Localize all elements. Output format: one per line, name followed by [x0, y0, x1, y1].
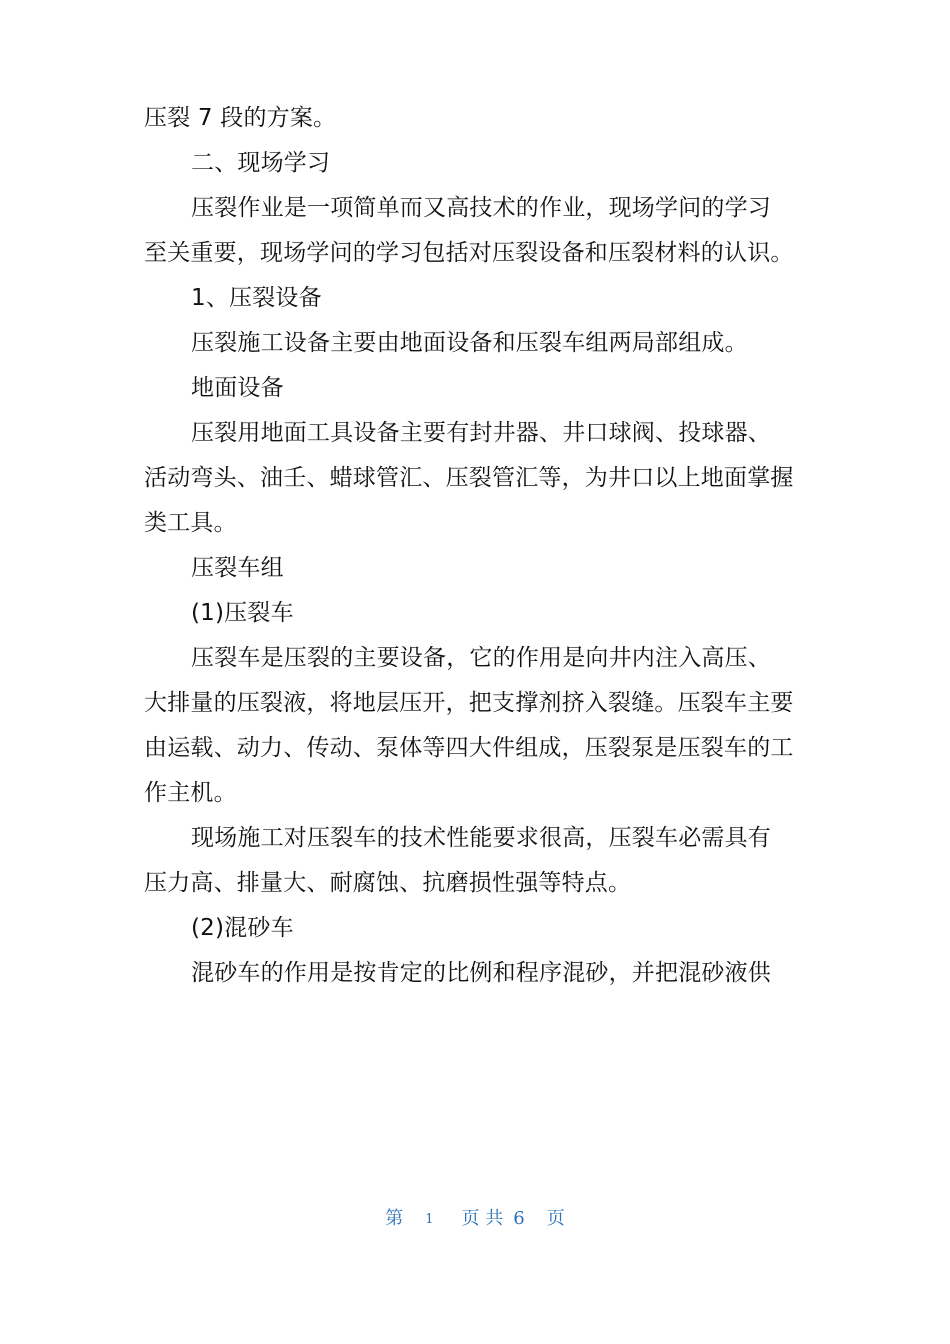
paragraph-truck-performance: 现场施工对压裂车的技术性能要求很高，压裂车必需具有压力高、排量大、耐腐蚀、抗磨损性强等特点。	[144, 825, 771, 896]
footer-total-pages: 6	[513, 1208, 525, 1229]
paragraph-ground-tools: 压裂用地面工具设备主要有封井器、井口球阀、投球器、活动弯头、油壬、蜡球管汇、压裂管汇等，为井口以上地面掌握类工具。	[144, 420, 794, 536]
paragraph-plan: 压裂 7 段的方案。	[144, 105, 337, 131]
document-body	[144, 96, 794, 996]
paragraph-fracturing-truck: 压裂车是压裂的主要设备，它的作用是向井内注入高压、大排量的压裂液，将地层压开，把支撑剂挤入裂缝。压裂车主要由运载、动力、传动、泵体等四大件组成，压裂泵是压裂车的工作主机。	[144, 645, 794, 806]
paragraph-fracturing-intro: 压裂作业是一项简单而又高技术的作业，现场学问的学习至关重要，现场学问的学习包括对压裂设备和压裂材料的认识。	[144, 195, 794, 266]
footer-middle: 页 共	[461, 1208, 504, 1229]
paragraph-equipment-composition: 压裂施工设备主要由地面设备和压裂车组两局部组成。	[191, 330, 748, 356]
heading-ground-equipment: 地面设备	[191, 375, 284, 401]
paragraph-blender-truck: 混砂车的作用是按肯定的比例和程序混砂，并把混砂液供	[191, 960, 771, 986]
heading-fracturing-equipment: 1、压裂设备	[191, 285, 322, 311]
page-footer	[0, 1204, 950, 1230]
heading-fracturing-fleet: 压裂车组	[191, 555, 284, 581]
footer-suffix: 页	[546, 1208, 565, 1229]
heading-blender-truck: (2)混砂车	[191, 915, 294, 941]
footer-prefix: 第	[385, 1208, 404, 1229]
footer-current-page: 1	[425, 1212, 434, 1227]
heading-fracturing-truck: (1)压裂车	[191, 600, 294, 626]
heading-site-study: 二、现场学习	[191, 150, 331, 176]
